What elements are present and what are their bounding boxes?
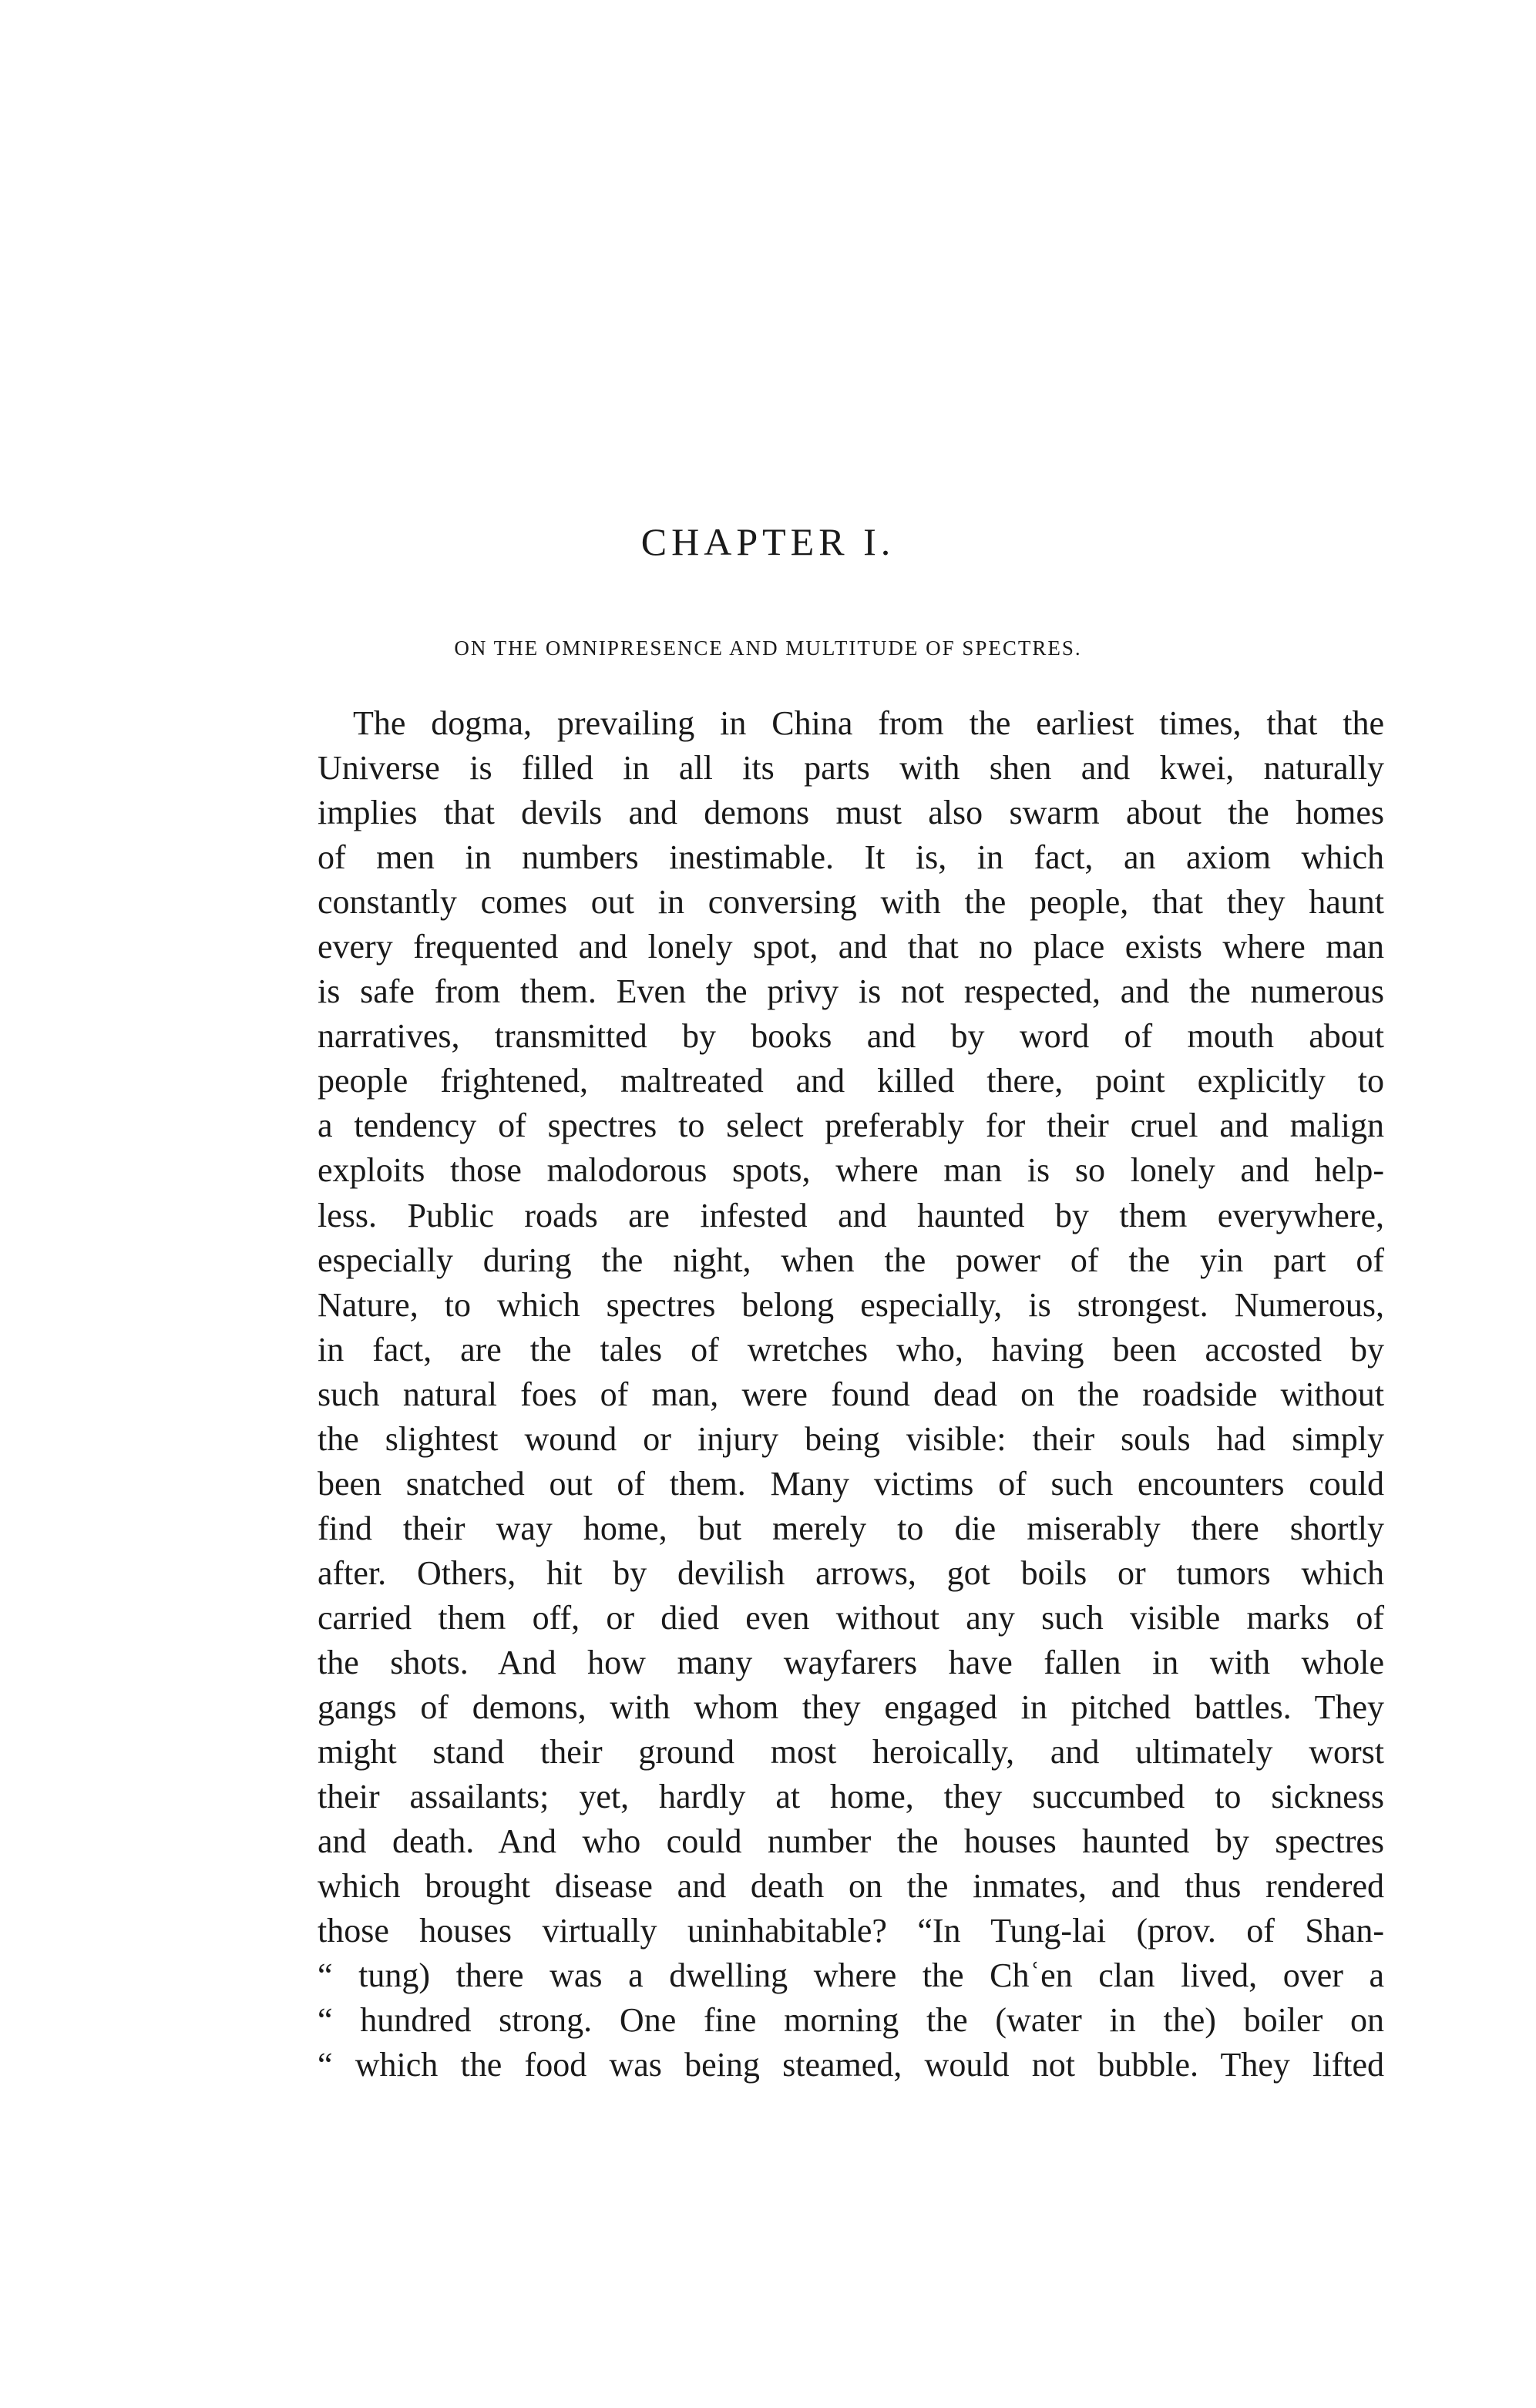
- chapter-subtitle: ON THE OMNIPRESENCE AND MULTITUDE OF SPECTRES.: [454, 636, 1082, 660]
- text-line: find their way home, but merely to die miserably there shortly: [318, 1509, 1384, 1547]
- text-line: their assailants; yet, hardly at home, they succumbed to sickness: [318, 1778, 1384, 1816]
- text-line: Nature, to which spectres belong especially, is strongest. Numerous,: [318, 1285, 1384, 1324]
- text-line: those houses virtually uninhabitable? “In Tung-lai (prov. of Shan-: [318, 1912, 1384, 1950]
- text-line: “ which the food was being steamed, would not bubble. They lifted: [318, 2046, 1384, 2084]
- text-line: the slightest wound or injury being visible: their souls had simply: [318, 1419, 1384, 1458]
- text-line: and death. And who could number the houses haunted by spectres: [318, 1822, 1384, 1861]
- text-line: carried them off, or died even without any such visible marks of: [318, 1598, 1384, 1637]
- text-line: constantly comes out in conversing with the people, that they haunt: [318, 883, 1384, 922]
- text-line: less. Public roads are infested and haunted by them everywhere,: [318, 1196, 1384, 1234]
- text-line: which brought disease and death on the inmates, and thus rendered: [318, 1867, 1384, 1906]
- text-line: the shots. And how many wayfarers have fallen in with whole: [318, 1643, 1384, 1681]
- text-line: exploits those malodorous spots, where man is so lonely and help-: [318, 1151, 1384, 1190]
- text-line: implies that devils and demons must also swarm about the homes: [318, 794, 1384, 832]
- chapter-title: CHAPTER I.: [640, 520, 896, 563]
- text-line: narratives, transmitted by books and by word of mouth about: [318, 1017, 1384, 1056]
- text-line: been snatched out of them. Many victims of such encounters could: [318, 1464, 1384, 1503]
- text-line: a tendency of spectres to select preferably for their cruel and malign: [318, 1107, 1384, 1145]
- text-line: every frequented and lonely spot, and that no place exists where man: [318, 928, 1384, 966]
- text-line: The dogma, prevailing in China from the earliest times, that the: [353, 704, 1384, 742]
- text-line: such natural foes of man, were found dead on the roadside without: [318, 1375, 1384, 1413]
- text-line: after. Others, hit by devilish arrows, got boils or tumors which: [318, 1553, 1384, 1592]
- body-paragraph: [318, 701, 1384, 2087]
- text-line: is safe from them. Even the privy is not respected, and the numerous: [318, 972, 1384, 1011]
- text-line: in fact, are the tales of wretches who, having been accosted by: [318, 1330, 1384, 1369]
- text-line: especially during the night, when the power of the yin part of: [318, 1241, 1384, 1279]
- text-line: Universe is filled in all its parts with shen and kwei, naturally: [318, 749, 1384, 788]
- text-line: might stand their ground most heroically, and ultimately worst: [318, 1733, 1384, 1772]
- text-line: “ tung) there was a dwelling where the Chʿen clan lived, over a: [318, 1956, 1384, 1995]
- text-line: “ hundred strong. One fine morning the (water in the) boiler on: [318, 2001, 1384, 2040]
- text-line: of men in numbers inestimable. It is, in fact, an axiom which: [318, 838, 1384, 877]
- text-line: gangs of demons, with whom they engaged in pitched battles. They: [318, 1688, 1384, 1727]
- text-line: people frightened, maltreated and killed there, point explicitly to: [318, 1062, 1384, 1100]
